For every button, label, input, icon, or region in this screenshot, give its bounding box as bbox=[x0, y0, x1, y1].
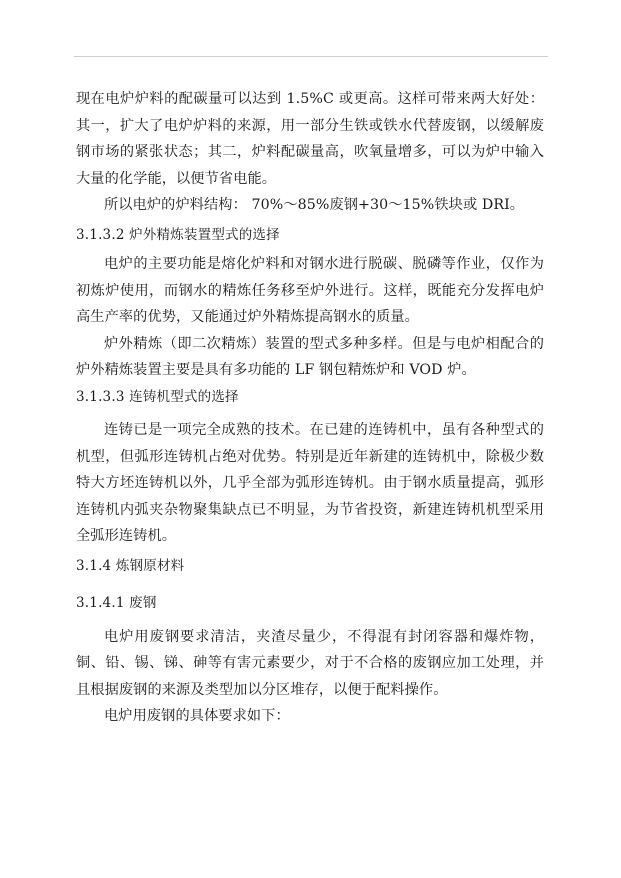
paragraph-carbon-ratio: 现在电炉炉料的配碳量可以达到 1.5%C 或更高。这样可带来两大好处：其一，扩大了电炉炉料的来源，用一部分生铁或铁水代替废钢，以缓解废钢市场的紧张状态；其二，炉料配碳量高，吹氧量增多，可以为炉中输入大量的化学能，以便节省电能。 bbox=[76, 91, 544, 187]
paragraph-scrap-requirements: 电炉用废钢要求清洁，夹渣尽量少，不得混有封闭容器和爆炸物，铜、铅、锡、锑、砷等有害元素要少，对于不合格的废钢应加工处理，并且根据废钢的来源及类型加以分区堆存，以便于配料操作。 bbox=[76, 628, 544, 698]
header-rule bbox=[74, 56, 548, 57]
paragraph-continuous-casting: 连铸已是一项完全成熟的技术。在已建的连铸机中，虽有各种型式的机型，但弧形连铸机占绝对优势。特别是近年新建的连铸机中，除极少数特大方坯连铸机以外，几乎全部为弧形连铸机。由于钢水质量提高，弧形连铸机内弧夹杂物聚集缺点已不明显，为节省投资，新建连铸机机型采用全弧形连铸机。 bbox=[76, 422, 544, 544]
heading-3-1-4: 3.1.4 炼钢原材料 bbox=[76, 557, 185, 574]
heading-3-1-4-1: 3.1.4.1 废钢 bbox=[76, 595, 157, 611]
paragraph-eaf-function: 电炉的主要功能是熔化炉料和对钢水进行脱碳、脱磷等作业，仅作为初炼炉使用，而钢水的精炼任务移至炉外进行。这样，既能充分发挥电炉高生产率的优势，又能通过炉外精炼提高钢水的质量。 bbox=[76, 256, 544, 325]
paragraph-secondary-refining: 炉外精炼（即二次精炼）装置的型式多种多样。但是与电炉相配合的炉外精炼装置主要是具有多功能的 LF 钢包精炼炉和 VOD 炉。 bbox=[76, 335, 544, 378]
heading-3-1-3-2: 3.1.3.2 炉外精炼装置型式的选择 bbox=[76, 226, 280, 243]
heading-3-1-3-3: 3.1.3.3 连铸机型式的选择 bbox=[76, 388, 239, 405]
paragraph-scrap-specifics: 电炉用废钢的具体要求如下： bbox=[104, 708, 290, 724]
paragraph-charge-structure: 所以电炉的炉料结构： 70%～85%废钢+30～15%铁块或 DRI。 bbox=[104, 197, 525, 213]
document-body bbox=[76, 86, 544, 730]
